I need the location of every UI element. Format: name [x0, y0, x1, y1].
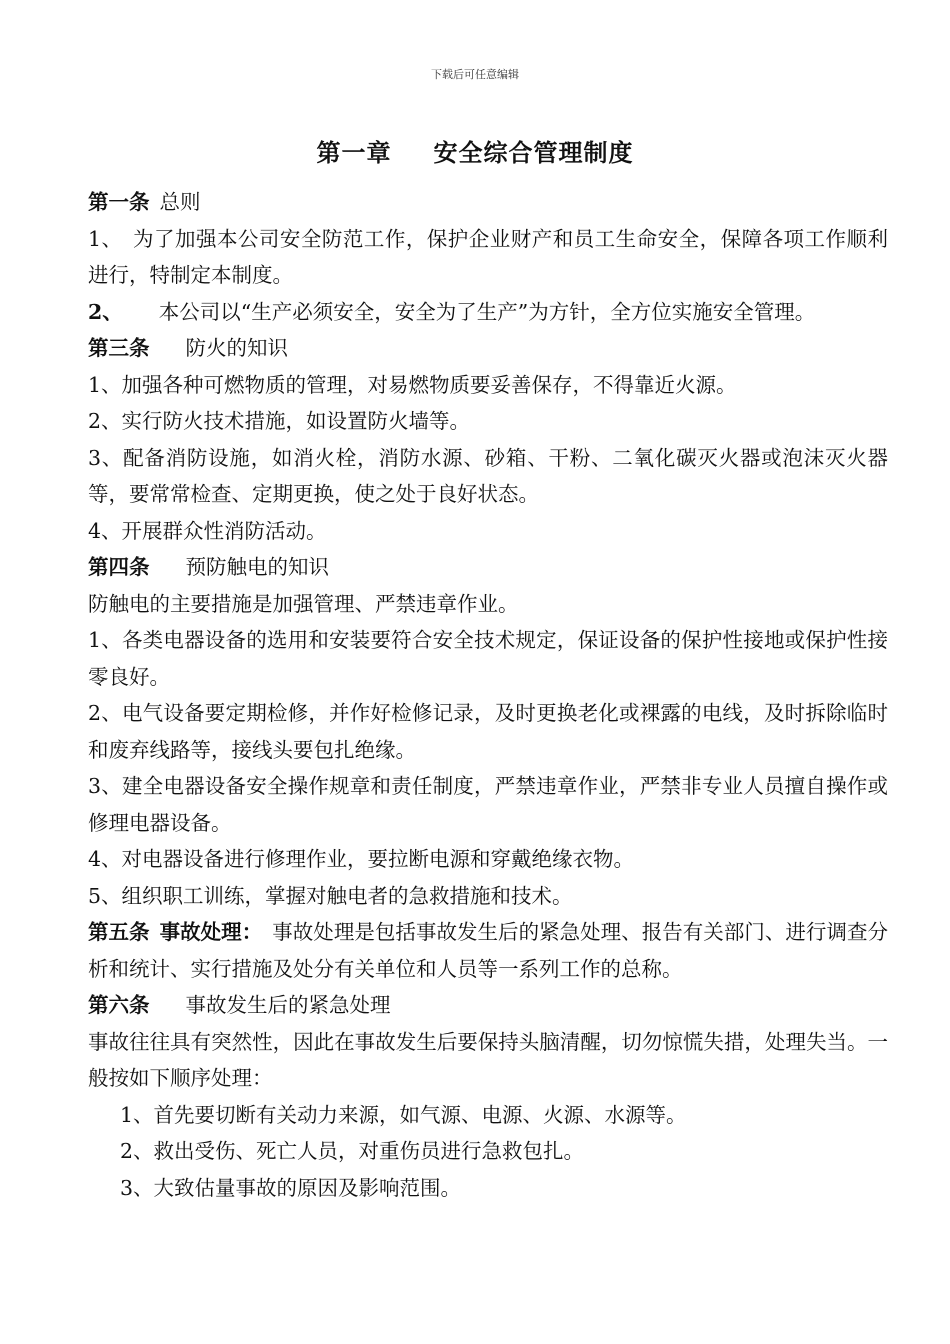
article-1-item-2: 2、 本公司以“生产必须安全，安全为了生产”为方针，全方位实施安全管理。 — [88, 299, 816, 324]
chapter-number: 第一章 — [316, 138, 392, 167]
article-3-item-1: 1、加强各种可燃物质的管理，对易燃物质要妥善保存，不得靠近火源。 — [88, 372, 737, 397]
article-4-heading: 第四条 预防触电的知识 — [88, 555, 329, 579]
article-4-item-2: 2、电气设备要定期检修，并作好检修记录，及时更换老化或裸露的电线，及时拆除临时和废弃线路等，接线头要包扎绝缘。 — [88, 701, 888, 762]
article-4-item-5: 5、组织职工训练，掌握对触电者的急救措施和技术。 — [88, 883, 573, 908]
article-6-intro: 事故往往具有突然性，因此在事故发生后要保持头脑清醒，切勿惊慌失措，处理失当。一般按如下顺序处理： — [88, 1029, 888, 1090]
page-header: 下载后可任意编辑 — [431, 68, 519, 81]
article-1-heading: 第一条 总则 — [88, 190, 201, 214]
article-3-heading: 第三条 防火的知识 — [88, 336, 288, 360]
article-4-item-4: 4、对电器设备进行修理作业，要拉断电源和穿戴绝缘衣物。 — [88, 847, 635, 871]
article-3-item-4: 4、开展群众性消防活动。 — [88, 518, 327, 543]
article-5: 第五条 事故处理： 事故处理是包括事故发生后的紧急处理、报告有关部门、进行调查分析和统计、实行措施及处分有关单位和人员等一系列工作的总称。 — [88, 920, 889, 981]
article-4-item-1: 1、各类电器设备的选用和安装要符合安全技术规定，保证设备的保护性接地或保护性接零良好。 — [88, 628, 888, 689]
article-6-item-2: 2、救出受伤、死亡人员，对重伤员进行急救包扎。 — [120, 1139, 585, 1163]
article-4-intro: 防触电的主要措施是加强管理、严禁违章作业。 — [88, 591, 519, 616]
document-body — [88, 184, 888, 1206]
article-6-item-1: 1、首先要切断有关动力来源，如气源、电源、火源、水源等。 — [120, 1102, 687, 1127]
article-6-heading: 第六条 事故发生后的紧急处理 — [88, 993, 391, 1017]
article-4-item-3: 3、建全电器设备安全操作规章和责任制度，严禁违章作业，严禁非专业人员擅自操作或修理电器设备。 — [88, 774, 888, 835]
article-1-item-1: 1、 为了加强本公司安全防范工作，保护企业财产和员工生命安全，保障各项工作顺利进行，特制定本制度。 — [88, 226, 888, 287]
article-6-item-3: 3、大致估量事故的原因及影响范围。 — [120, 1175, 462, 1200]
chapter-title — [0, 133, 950, 168]
article-3-item-2: 2、实行防火技术措施，如设置防火墙等。 — [88, 409, 471, 433]
chapter-name: 安全综合管理制度 — [433, 138, 634, 167]
article-3-item-3: 3、配备消防设施，如消火栓，消防水源、砂箱、干粉、二氧化碳灭火器或泡沫灭火器等，要常常检查、定期更换，使之处于良好状态。 — [88, 445, 888, 506]
